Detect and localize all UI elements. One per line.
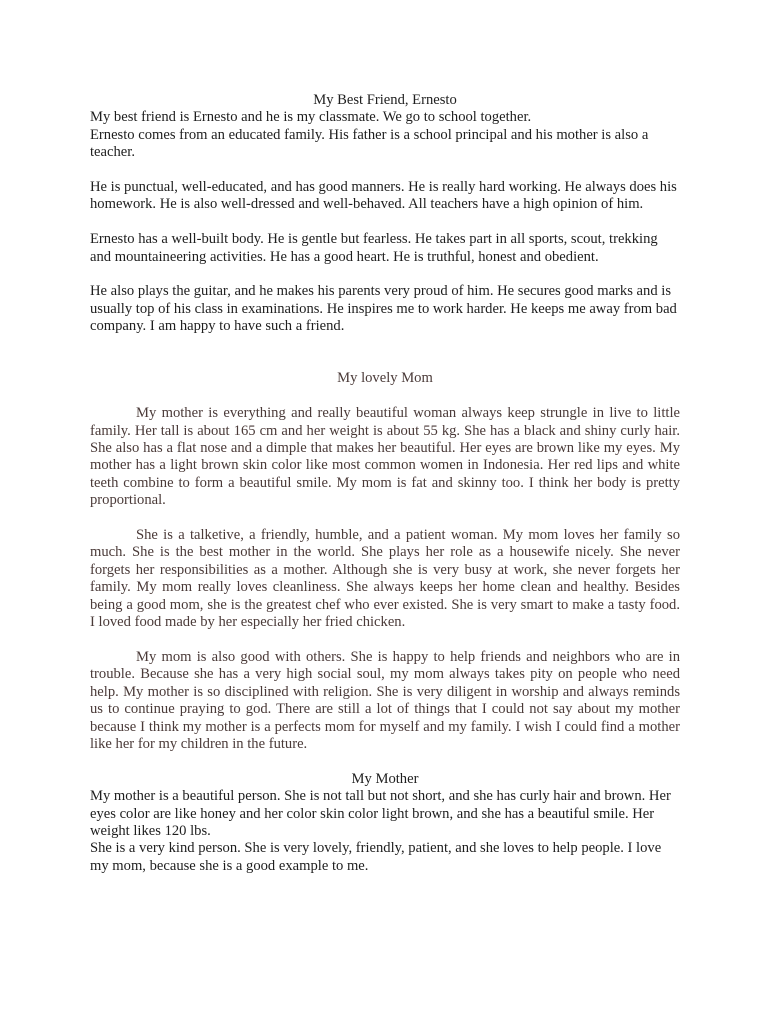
essay-title: My Mother [351,770,419,787]
essay-title: My Best Friend, Ernesto [313,92,457,108]
paragraph: My best friend is Ernesto and he is my classmate. We go to school together. [90,109,532,126]
paragraph: He also plays the guitar, and he makes his parents very proud of him. He secures good marks and is usually top of his class in examinations. He inspires me to work harder. He keeps me away from bad company. I am happy to have such a friend. [90,283,677,335]
document-page [90,92,680,875]
paragraph: She is a very kind person. She is very lovely, friendly, patient, and she loves to help people. I love my mom, because she is a good example to me. [90,840,662,874]
paragraph: Ernesto has a well-built body. He is gentle but fearless. He takes part in all sports, scout, trekking and mountaineering activities. He has a good heart. He is truthful, honest and obedient. [90,231,658,265]
paragraph: She is a talketive, a friendly, humble, and a patient woman. My mom loves her family so much. She is the best mother in the world. She plays her role as a housewife nicely. She never forgets her responsibilities as a mother. Although she is very busy at work, she never forgets her family. My mom really loves cleanliness. She always keeps her home clean and healthy. Besides being a good mom, she is the greatest chef who ever existed. She is very smart to make a tasty food. I loved food made by her especially her fried chicken. [90,527,680,631]
paragraph: My mother is a beautiful person. She is not tall but not short, and she has curly hair and brown. Her eyes color are like honey and her color skin color light brown, and she has a beautiful smile. Her weight likes 120 lbs. [90,788,671,839]
paragraph: My mom is also good with others. She is happy to help friends and neighbors who are in trouble. Because she has a very high social soul, my mom always takes pity on people who need help. My mother is so disciplined with religion. She is very diligent in worship and always reminds us to continue praying to god. There are still a lot of things that I could not say about my mother because I think my mother is a perfects mom for myself and my family. I wish I could find a mother like her for my children in the future. [90,648,680,752]
essay-best-friend [90,92,680,336]
paragraph: He is punctual, well-educated, and has good manners. He is really hard working. He always does his homework. He is also well-dressed and well-behaved. All teachers have a high opinion of him. [90,179,677,213]
paragraph: Ernesto comes from an educated family. His father is a school principal and his mother is also a teacher. [90,126,649,161]
essay-lovely-mom [90,370,680,753]
essay-title: My lovely Mom [337,370,433,387]
paragraph: My mother is everything and really beautiful woman always keep strungle in live to little family. Her tall is about 165 cm and her weight is about 55 kg. She has a black and shiny curly hair. She also has a flat nose and a dimple that makes her beautiful. Her eyes are brown like my eyes. My mother has a light brown skin color like most common women in Indonesia. Her red lips and white teeth combine to form a beautiful smile. My mom is fat and skinny too. I think her body is pretty proportional. [90,405,680,509]
essay-my-mother [90,771,680,875]
